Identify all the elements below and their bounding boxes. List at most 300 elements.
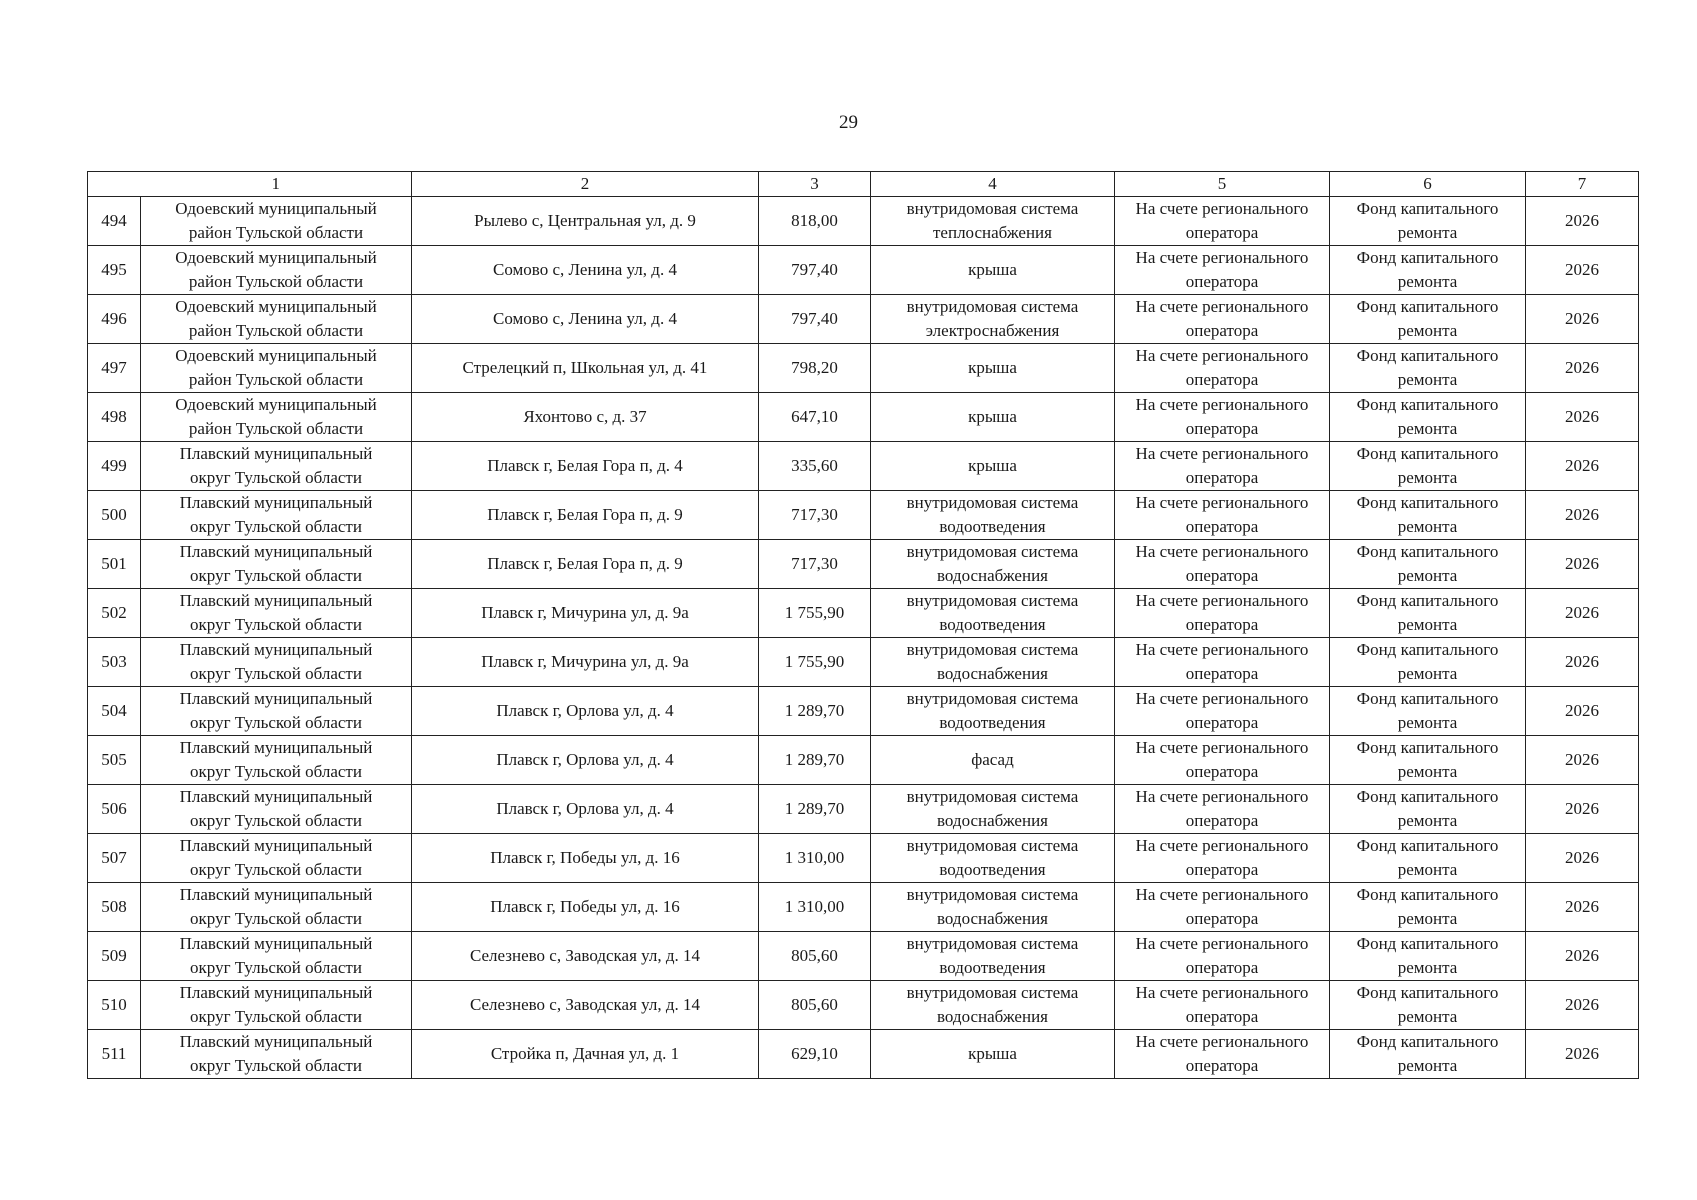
account-line: оператора [1185, 272, 1259, 291]
municipality-cell [141, 540, 412, 589]
account-cell [1115, 736, 1330, 785]
funding-source-line: Фонд капитального [1356, 934, 1499, 953]
funding-source-line: ремонта [1397, 272, 1458, 291]
municipality-line: округ Тульской области [190, 468, 362, 487]
work-type-line: водоотведения [939, 860, 1046, 879]
year-cell: 2026 [1526, 736, 1639, 785]
municipality-line: Плавский муниципальный [179, 444, 373, 463]
funding-source-line: Фонд капитального [1356, 444, 1499, 463]
account-line: оператора [1185, 468, 1259, 487]
table-row [88, 785, 1639, 834]
account-line: На счете регионального [1135, 885, 1309, 904]
work-type-cell [871, 932, 1115, 981]
municipality-line: округ Тульской области [190, 566, 362, 585]
header-row [88, 172, 1639, 197]
account-line: оператора [1185, 615, 1259, 634]
account-line: оператора [1185, 664, 1259, 683]
work-type-cell [871, 785, 1115, 834]
work-type-line: водоснабжения [937, 664, 1048, 683]
account-cell [1115, 638, 1330, 687]
municipality-cell [141, 197, 412, 246]
municipality-cell [141, 393, 412, 442]
municipality-line: округ Тульской области [190, 1056, 362, 1075]
municipality-line: округ Тульской области [190, 517, 362, 536]
funding-source-line: Фонд капитального [1356, 591, 1499, 610]
work-type-line: внутридомовая система [906, 591, 1079, 610]
address-cell: Плавск г, Победы ул, д. 16 [412, 834, 759, 883]
funding-source-line: ремонта [1397, 713, 1458, 732]
work-type-line: фасад [971, 750, 1014, 769]
account-line: оператора [1185, 1007, 1259, 1026]
municipality-cell [141, 932, 412, 981]
work-type-line: внутридомовая система [906, 934, 1079, 953]
account-cell [1115, 442, 1330, 491]
municipality-cell [141, 295, 412, 344]
funding-source-cell [1330, 785, 1526, 834]
column-header-1: 1 [141, 172, 412, 197]
funding-source-line: ремонта [1397, 664, 1458, 683]
column-header-3: 3 [759, 172, 871, 197]
municipality-line: Плавский муниципальный [179, 787, 373, 806]
area-cell: 717,30 [759, 491, 871, 540]
work-type-cell [871, 491, 1115, 540]
municipality-line: район Тульской области [188, 223, 364, 242]
funding-source-line: Фонд капитального [1356, 199, 1499, 218]
account-line: На счете регионального [1135, 346, 1309, 365]
work-type-line: внутридомовая система [906, 542, 1079, 561]
funding-source-line: Фонд капитального [1356, 395, 1499, 414]
address-cell: Плавск г, Орлова ул, д. 4 [412, 736, 759, 785]
work-type-cell [871, 589, 1115, 638]
year-cell: 2026 [1526, 442, 1639, 491]
funding-source-line: Фонд капитального [1356, 983, 1499, 1002]
account-line: оператора [1185, 713, 1259, 732]
account-line: оператора [1185, 223, 1259, 242]
table-row [88, 295, 1639, 344]
funding-source-cell [1330, 638, 1526, 687]
funding-source-line: ремонта [1397, 762, 1458, 781]
address-cell: Плавск г, Победы ул, д. 16 [412, 883, 759, 932]
area-cell: 1 755,90 [759, 589, 871, 638]
account-line: оператора [1185, 909, 1259, 928]
account-cell [1115, 981, 1330, 1030]
row-number-cell: 499 [88, 442, 141, 491]
address-cell: Селезнево с, Заводская ул, д. 14 [412, 981, 759, 1030]
funding-source-line: Фонд капитального [1356, 836, 1499, 855]
table-row [88, 638, 1639, 687]
row-number-cell: 500 [88, 491, 141, 540]
account-cell [1115, 491, 1330, 540]
year-cell: 2026 [1526, 197, 1639, 246]
year-cell: 2026 [1526, 785, 1639, 834]
municipality-line: Одоевский муниципальный [175, 346, 377, 365]
year-cell: 2026 [1526, 393, 1639, 442]
area-cell: 647,10 [759, 393, 871, 442]
funding-source-cell [1330, 393, 1526, 442]
funding-source-cell [1330, 344, 1526, 393]
work-type-line: крыша [968, 1044, 1017, 1063]
repair-schedule-table [87, 171, 1639, 1079]
funding-source-cell [1330, 540, 1526, 589]
address-cell: Стройка п, Дачная ул, д. 1 [412, 1030, 759, 1079]
table-row [88, 1030, 1639, 1079]
address-cell: Плавск г, Орлова ул, д. 4 [412, 785, 759, 834]
funding-source-line: ремонта [1397, 1056, 1458, 1075]
address-cell: Плавск г, Белая Гора п, д. 4 [412, 442, 759, 491]
funding-source-line: ремонта [1397, 615, 1458, 634]
funding-source-cell [1330, 295, 1526, 344]
funding-source-line: ремонта [1397, 860, 1458, 879]
account-cell [1115, 687, 1330, 736]
account-line: оператора [1185, 517, 1259, 536]
table-row [88, 883, 1639, 932]
work-type-line: водоснабжения [937, 566, 1048, 585]
table-row [88, 540, 1639, 589]
table-row [88, 246, 1639, 295]
municipality-cell [141, 638, 412, 687]
municipality-cell [141, 981, 412, 1030]
account-line: оператора [1185, 566, 1259, 585]
municipality-line: округ Тульской области [190, 762, 362, 781]
table-row [88, 687, 1639, 736]
account-cell [1115, 785, 1330, 834]
account-line: На счете регионального [1135, 983, 1309, 1002]
table-row [88, 393, 1639, 442]
year-cell: 2026 [1526, 246, 1639, 295]
year-cell: 2026 [1526, 883, 1639, 932]
account-line: На счете регионального [1135, 836, 1309, 855]
work-type-line: крыша [968, 407, 1017, 426]
year-cell: 2026 [1526, 295, 1639, 344]
municipality-cell [141, 442, 412, 491]
funding-source-line: ремонта [1397, 909, 1458, 928]
municipality-line: Плавский муниципальный [179, 542, 373, 561]
municipality-line: округ Тульской области [190, 1007, 362, 1026]
table-row [88, 344, 1639, 393]
work-type-cell [871, 834, 1115, 883]
funding-source-cell [1330, 246, 1526, 295]
area-cell: 1 310,00 [759, 883, 871, 932]
funding-source-line: ремонта [1397, 419, 1458, 438]
funding-source-line: Фонд капитального [1356, 787, 1499, 806]
municipality-cell [141, 834, 412, 883]
area-cell: 797,40 [759, 246, 871, 295]
row-number-cell: 505 [88, 736, 141, 785]
row-number-cell: 503 [88, 638, 141, 687]
address-cell: Плавск г, Орлова ул, д. 4 [412, 687, 759, 736]
funding-source-line: Фонд капитального [1356, 640, 1499, 659]
funding-source-cell [1330, 442, 1526, 491]
table-header [88, 172, 1639, 197]
funding-source-cell [1330, 197, 1526, 246]
table-row [88, 736, 1639, 785]
municipality-line: Плавский муниципальный [179, 591, 373, 610]
account-cell [1115, 883, 1330, 932]
area-cell: 805,60 [759, 932, 871, 981]
area-cell: 1 289,70 [759, 687, 871, 736]
funding-source-line: Фонд капитального [1356, 542, 1499, 561]
municipality-cell [141, 491, 412, 540]
account-cell [1115, 295, 1330, 344]
row-number-cell: 507 [88, 834, 141, 883]
area-cell: 1 289,70 [759, 736, 871, 785]
table-row [88, 442, 1639, 491]
address-cell: Плавск г, Мичурина ул, д. 9а [412, 589, 759, 638]
funding-source-cell [1330, 491, 1526, 540]
work-type-line: водоотведения [939, 615, 1046, 634]
municipality-line: округ Тульской области [190, 860, 362, 879]
row-number-cell: 504 [88, 687, 141, 736]
account-line: На счете регионального [1135, 689, 1309, 708]
municipality-line: район Тульской области [188, 321, 364, 340]
funding-source-cell [1330, 932, 1526, 981]
area-cell: 798,20 [759, 344, 871, 393]
table-row [88, 589, 1639, 638]
address-cell: Рылево с, Центральная ул, д. 9 [412, 197, 759, 246]
area-cell: 818,00 [759, 197, 871, 246]
row-number-cell: 495 [88, 246, 141, 295]
work-type-line: крыша [968, 456, 1017, 475]
account-line: На счете регионального [1135, 248, 1309, 267]
municipality-line: Плавский муниципальный [179, 689, 373, 708]
funding-source-cell [1330, 736, 1526, 785]
municipality-line: Плавский муниципальный [179, 983, 373, 1002]
row-number-cell: 511 [88, 1030, 141, 1079]
column-header-6: 6 [1330, 172, 1526, 197]
year-cell: 2026 [1526, 834, 1639, 883]
account-cell [1115, 834, 1330, 883]
account-line: На счете регионального [1135, 738, 1309, 757]
work-type-line: водоснабжения [937, 909, 1048, 928]
column-header-2: 2 [412, 172, 759, 197]
area-cell: 805,60 [759, 981, 871, 1030]
year-cell: 2026 [1526, 344, 1639, 393]
work-type-line: внутридомовая система [906, 199, 1079, 218]
work-type-line: внутридомовая система [906, 689, 1079, 708]
address-cell: Селезнево с, Заводская ул, д. 14 [412, 932, 759, 981]
account-cell [1115, 344, 1330, 393]
year-cell: 2026 [1526, 491, 1639, 540]
work-type-line: водоснабжения [937, 811, 1048, 830]
account-line: На счете регионального [1135, 199, 1309, 218]
funding-source-line: Фонд капитального [1356, 689, 1499, 708]
municipality-line: округ Тульской области [190, 811, 362, 830]
year-cell: 2026 [1526, 540, 1639, 589]
address-cell: Сомово с, Ленина ул, д. 4 [412, 246, 759, 295]
funding-source-line: ремонта [1397, 370, 1458, 389]
municipality-line: район Тульской области [188, 272, 364, 291]
municipality-cell [141, 1030, 412, 1079]
funding-source-line: ремонта [1397, 811, 1458, 830]
account-line: оператора [1185, 419, 1259, 438]
municipality-line: округ Тульской области [190, 713, 362, 732]
work-type-cell [871, 638, 1115, 687]
municipality-line: Одоевский муниципальный [175, 199, 377, 218]
row-number-cell: 508 [88, 883, 141, 932]
work-type-cell [871, 981, 1115, 1030]
work-type-cell [871, 883, 1115, 932]
area-cell: 629,10 [759, 1030, 871, 1079]
municipality-line: Одоевский муниципальный [175, 395, 377, 414]
account-cell [1115, 246, 1330, 295]
header-spacer [88, 172, 141, 197]
municipality-cell [141, 344, 412, 393]
work-type-line: крыша [968, 260, 1017, 279]
work-type-line: внутридомовая система [906, 885, 1079, 904]
municipality-line: Плавский муниципальный [179, 1032, 373, 1051]
work-type-cell [871, 1030, 1115, 1079]
municipality-line: Плавский муниципальный [179, 738, 373, 757]
work-type-cell [871, 197, 1115, 246]
account-line: На счете регионального [1135, 1032, 1309, 1051]
funding-source-line: ремонта [1397, 566, 1458, 585]
municipality-cell [141, 883, 412, 932]
funding-source-line: Фонд капитального [1356, 297, 1499, 316]
address-cell: Сомово с, Ленина ул, д. 4 [412, 295, 759, 344]
account-cell [1115, 393, 1330, 442]
work-type-cell [871, 687, 1115, 736]
funding-source-cell [1330, 981, 1526, 1030]
table-row [88, 197, 1639, 246]
funding-source-cell [1330, 834, 1526, 883]
year-cell: 2026 [1526, 932, 1639, 981]
work-type-cell [871, 295, 1115, 344]
work-type-line: внутридомовая система [906, 983, 1079, 1002]
funding-source-line: Фонд капитального [1356, 248, 1499, 267]
column-header-4: 4 [871, 172, 1115, 197]
municipality-line: район Тульской области [188, 370, 364, 389]
work-type-line: водоотведения [939, 958, 1046, 977]
funding-source-line: ремонта [1397, 517, 1458, 536]
account-cell [1115, 932, 1330, 981]
account-line: На счете регионального [1135, 787, 1309, 806]
work-type-cell [871, 393, 1115, 442]
municipality-cell [141, 687, 412, 736]
work-type-line: внутридомовая система [906, 787, 1079, 806]
municipality-line: округ Тульской области [190, 958, 362, 977]
account-cell [1115, 1030, 1330, 1079]
work-type-line: внутридомовая система [906, 640, 1079, 659]
column-header-5: 5 [1115, 172, 1330, 197]
address-cell: Плавск г, Белая Гора п, д. 9 [412, 491, 759, 540]
municipality-cell [141, 736, 412, 785]
municipality-line: Плавский муниципальный [179, 493, 373, 512]
work-type-line: водоотведения [939, 517, 1046, 536]
account-cell [1115, 540, 1330, 589]
funding-source-cell [1330, 687, 1526, 736]
row-number-cell: 506 [88, 785, 141, 834]
account-line: оператора [1185, 860, 1259, 879]
row-number-cell: 497 [88, 344, 141, 393]
account-line: На счете регионального [1135, 297, 1309, 316]
row-number-cell: 498 [88, 393, 141, 442]
account-cell [1115, 197, 1330, 246]
work-type-cell [871, 246, 1115, 295]
municipality-line: Плавский муниципальный [179, 934, 373, 953]
table-body [88, 197, 1639, 1079]
funding-source-line: ремонта [1397, 1007, 1458, 1026]
address-cell: Плавск г, Мичурина ул, д. 9а [412, 638, 759, 687]
row-number-cell: 509 [88, 932, 141, 981]
work-type-line: теплоснабжения [933, 223, 1052, 242]
account-line: На счете регионального [1135, 444, 1309, 463]
account-line: оператора [1185, 762, 1259, 781]
funding-source-line: ремонта [1397, 321, 1458, 340]
account-line: На счете регионального [1135, 395, 1309, 414]
year-cell: 2026 [1526, 589, 1639, 638]
year-cell: 2026 [1526, 981, 1639, 1030]
funding-source-line: Фонд капитального [1356, 346, 1499, 365]
work-type-line: водоснабжения [937, 1007, 1048, 1026]
row-number-cell: 510 [88, 981, 141, 1030]
work-type-cell [871, 736, 1115, 785]
municipality-line: Плавский муниципальный [179, 640, 373, 659]
area-cell: 1 755,90 [759, 638, 871, 687]
work-type-line: внутридомовая система [906, 297, 1079, 316]
page-number: 29 [839, 112, 858, 133]
account-line: оператора [1185, 958, 1259, 977]
funding-source-line: Фонд капитального [1356, 1032, 1499, 1051]
row-number-cell: 496 [88, 295, 141, 344]
work-type-line: внутридомовая система [906, 493, 1079, 512]
table-row [88, 981, 1639, 1030]
work-type-line: электроснабжения [925, 321, 1060, 340]
work-type-cell [871, 442, 1115, 491]
table-row [88, 932, 1639, 981]
municipality-line: округ Тульской области [190, 909, 362, 928]
municipality-line: Одоевский муниципальный [175, 297, 377, 316]
funding-source-line: Фонд капитального [1356, 493, 1499, 512]
funding-source-cell [1330, 1030, 1526, 1079]
municipality-line: Одоевский муниципальный [175, 248, 377, 267]
account-line: На счете регионального [1135, 591, 1309, 610]
work-type-cell [871, 344, 1115, 393]
address-cell: Стрелецкий п, Школьная ул, д. 41 [412, 344, 759, 393]
funding-source-line: ремонта [1397, 958, 1458, 977]
funding-source-line: ремонта [1397, 223, 1458, 242]
municipality-cell [141, 785, 412, 834]
row-number-cell: 494 [88, 197, 141, 246]
work-type-line: водоотведения [939, 713, 1046, 732]
area-cell: 797,40 [759, 295, 871, 344]
area-cell: 1 310,00 [759, 834, 871, 883]
municipality-cell [141, 589, 412, 638]
funding-source-line: Фонд капитального [1356, 885, 1499, 904]
funding-source-cell [1330, 589, 1526, 638]
funding-source-cell [1330, 883, 1526, 932]
municipality-cell [141, 246, 412, 295]
work-type-line: крыша [968, 358, 1017, 377]
work-type-line: внутридомовая система [906, 836, 1079, 855]
work-type-cell [871, 540, 1115, 589]
area-cell: 1 289,70 [759, 785, 871, 834]
row-number-cell: 502 [88, 589, 141, 638]
account-line: оператора [1185, 370, 1259, 389]
municipality-line: Плавский муниципальный [179, 836, 373, 855]
column-header-7: 7 [1526, 172, 1639, 197]
account-line: оператора [1185, 811, 1259, 830]
year-cell: 2026 [1526, 1030, 1639, 1079]
funding-source-line: ремонта [1397, 468, 1458, 487]
municipality-line: округ Тульской области [190, 615, 362, 634]
year-cell: 2026 [1526, 638, 1639, 687]
year-cell: 2026 [1526, 687, 1639, 736]
row-number-cell: 501 [88, 540, 141, 589]
table-row [88, 491, 1639, 540]
municipality-line: округ Тульской области [190, 664, 362, 683]
municipality-line: Плавский муниципальный [179, 885, 373, 904]
account-line: оператора [1185, 1056, 1259, 1075]
